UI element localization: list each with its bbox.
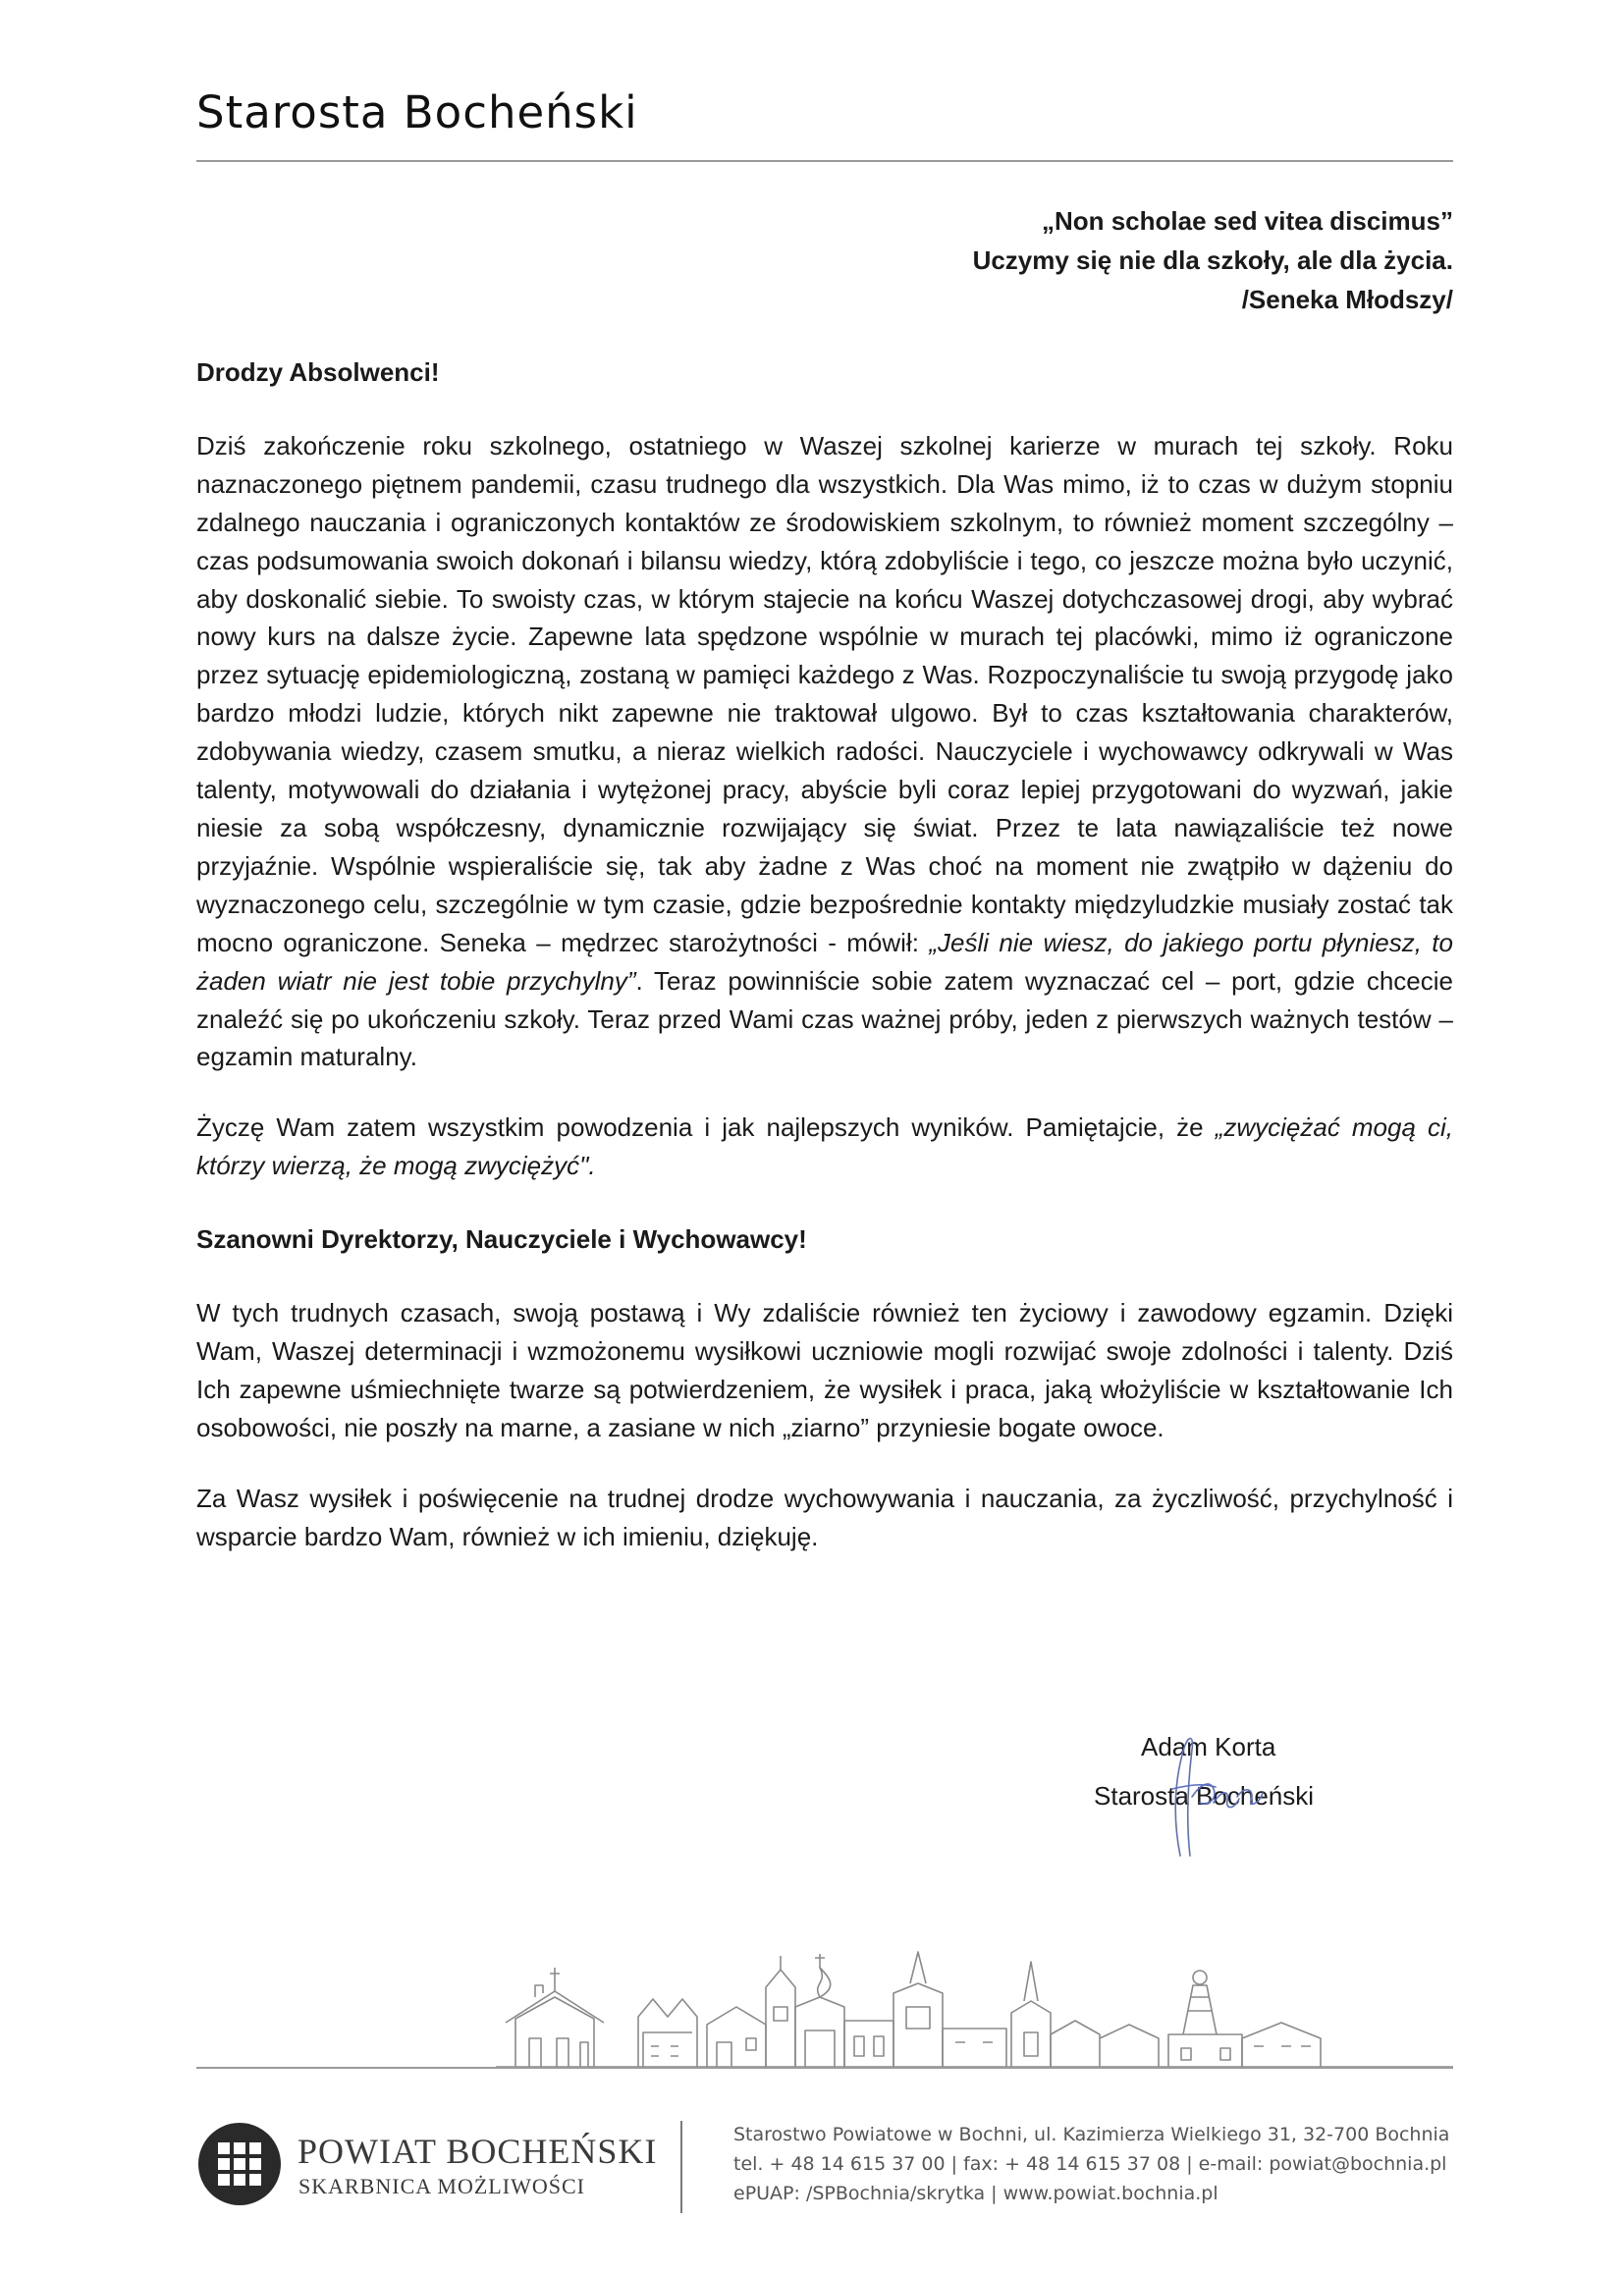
paragraph-graduates (196, 427, 1453, 1076)
victory-quote: „zwyciężać mogą ci, którzy wierzą, że mogą zwyciężyć". (196, 1112, 1453, 1181)
motto-latin: „Non scholae sed vitea discimus” (1041, 206, 1453, 236)
motto-block (973, 201, 1453, 319)
paragraph-teachers: W tych trudnych czasach, swoją postawą i Wy zdaliście również ten życiowy i zawodowy egzamin. Dzięki Wam, Waszej determinacji i wzmożonemu wysiłkowi uczniowie mogli rozwijać swoje zdolności i talenty. Dziś Ich zapewne uśmiechnięte twarze są potwierdzeniem, że wysiłek i praca, jaką włożyliście w kształtowanie Ich osobowości, nie poszły na marne, a zasiane w nich „ziarno” przyniesie bogate owoce. (196, 1298, 1453, 1442)
greeting-graduates: Drodzy Absolwenci! (196, 357, 440, 387)
footer-epuap-www: ePUAP: /SPBochnia/skrytka | www.powiat.bochnia.pl (733, 2183, 1218, 2204)
signatory-role: Starosta Bocheński (1094, 1781, 1315, 1811)
paragraph-wishes (196, 1109, 1453, 1185)
signatory-name: Adam Korta (1141, 1732, 1276, 1761)
paragraph-text: . Teraz powinniście sobie zatem wyznaczać cel – port, gdzie chcecie znaleźć się po ukończeniu szkoły. Teraz przed Wami czas ważnej próby, jeden z pierwszych ważnych testów – egzamin maturalny. (196, 965, 1453, 1072)
footer-contact (733, 2120, 1449, 2208)
header-divider (196, 160, 1453, 162)
footer-address: Starostwo Powiatowe w Bochni, ul. Kazimierza Wielkiego 31, 32-700 Bochnia (733, 2124, 1450, 2145)
signature-block (1090, 1728, 1384, 1866)
seneca-quote: „Jeśli nie wiesz, do jakiego portu płyniesz, to żaden wiatr nie jest tobie przychylny” (196, 927, 1453, 996)
powiat-emblem-icon (196, 2121, 283, 2207)
powiat-logo-tagline: SKARBNICA MOŻLIWOŚCI (298, 2174, 585, 2198)
powiat-logo-name: POWIAT BOCHEŃSKI (298, 2132, 658, 2171)
greeting-teachers: Szanowni Dyrektorzy, Nauczyciele i Wychowawcy! (196, 1224, 807, 1255)
town-skyline-illustration (496, 1948, 1453, 2068)
paragraph-text: Dziś zakończenie roku szkolnego, ostatniego w Waszej szkolnej karierze w murach tej szkoły. Roku naznaczonego piętnem pandemii, czasu trudnego dla wszystkich. Dla Was mimo, iż to czas w dużym stopniu zdalnego nauczania i ograniczonych kontaktów ze środowiskiem szkolnym, to również moment szczególny – czas podsumowania swoich dokonań i bilansu wiedzy, którą zdobyliście i tego, co jeszcze można było uczynić, aby doskonalić siebie. To swoisty czas, w którym stajecie na końcu Waszej dotychczasowej drogi, aby wybrać nowy kurs na dalsze życie. Zapewne lata spędzone wspólnie w murach tej placówki, mimo iż ograniczone przez sytuację epidemiologiczną, zostaną w pamięci każdego z Was. Rozpoczynaliście tu swoją przygodę jako bardzo młodzi ludzie, których nikt zapewne nie traktował ulgowo. Był to czas kształtowania charakterów, zdobywania wiedzy, czasem smutku, a nieraz wielkich radości. Nauczyciele i wychowawcy odkrywali w Was talenty, motywowali do działania i wytężonej pracy, abyście byli coraz lepiej przygotowani do wyzwań, jakie niesie za sobą współczesny, dynamicznie rozwijający się świat. Przez te lata nawiązaliście też nowe przyjaźnie. Wspólnie wspieraliście się, tak aby żadne z Was choć na moment nie zwątpiło w dążeniu do wyznaczonego celu, szczególnie w tym czasie, gdzie bezpośrednie kontakty międzyludzkie musiały zostać tak mocno ograniczone. Seneka – mędrzec starożytności - mówił: (196, 430, 1453, 957)
footer-vertical-divider (680, 2121, 682, 2213)
handwritten-signature (1090, 1728, 1384, 1866)
footer-divider (196, 2067, 1453, 2069)
letterhead-title: Starosta Bocheński (196, 86, 638, 138)
motto-author: /Seneka Młodszy/ (1241, 285, 1453, 314)
motto-translation: Uczymy się nie dla szkoły, ale dla życia. (972, 245, 1453, 275)
paragraph-thanks: Za Wasz wysiłek i poświęcenie na trudnej drodze wychowywania i nauczania, za życzliwość, przychylność i wsparcie bardzo Wam, również w ich imieniu, dziękuję. (196, 1483, 1453, 1551)
letter-body (196, 353, 1453, 1555)
footer-phones-email: tel. + 48 14 615 37 00 | fax: + 48 14 615 37 08 | e-mail: powiat@bochnia.pl (733, 2153, 1447, 2175)
paragraph-text: Życzę Wam zatem wszystkim powodzenia i jak najlepszych wyników. Pamiętajcie, że (196, 1112, 1216, 1143)
